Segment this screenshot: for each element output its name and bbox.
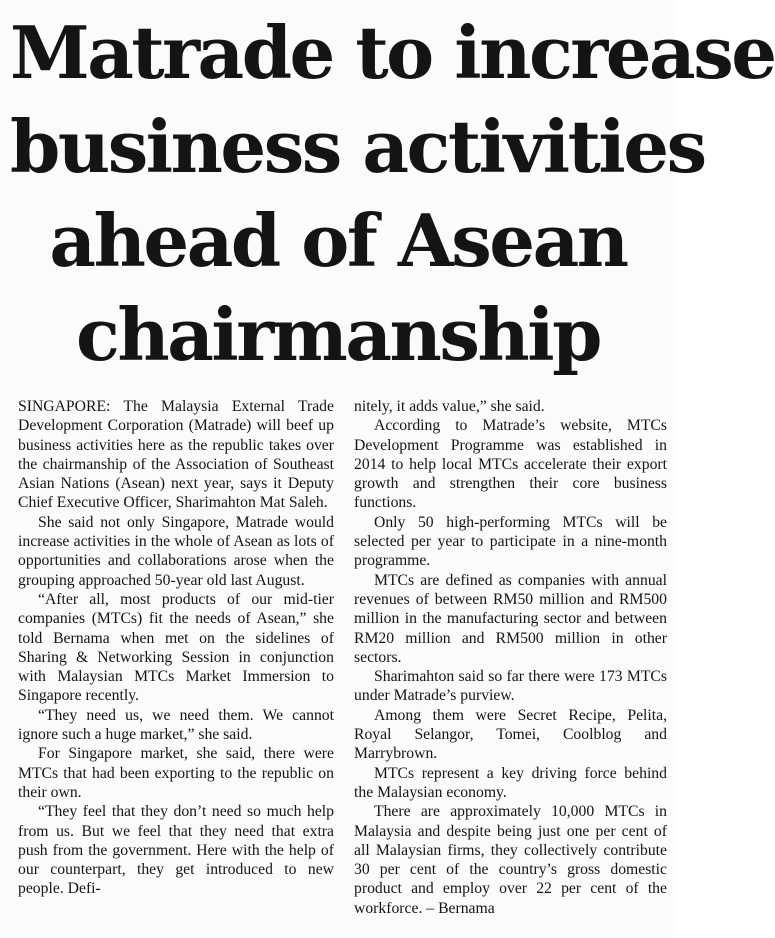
article-paragraph: For Singapore market, she said, there were MTCs that had been exporting to the republic on their own.	[18, 745, 334, 801]
headline-line-1: Matrade to increase	[10, 10, 775, 95]
headline-line-2: business activities	[10, 104, 705, 189]
article-paragraph: SINGAPORE: The Malaysia External Trade Development Corporation (Matrade) will beef up business activities here as the republic takes over the chairmanship of the Association of Southeast Asian Nations (Asean) next year, says it Deputy Chief Executive Officer, Sharimahton Mat Saleh.	[18, 398, 334, 512]
article-paragraph: MTCs represent a key driving force behind the Malaysian economy.	[354, 764, 667, 801]
article-paragraph: There are approximately 10,000 MTCs in Malaysia and despite being just one per cent of all Malaysian firms, they collectively contribute 30 per cent of the country’s gross domestic product and employ over 22 per cent of the workforce. – Bernama	[354, 803, 667, 917]
article-right-column	[354, 397, 667, 918]
article-paragraph: Only 50 high-performing MTCs will be selected per year to participate in a nine-month programme.	[354, 513, 667, 570]
article-paragraph: According to Matrade’s website, MTCs Development Programme was established in 2014 to help local MTCs accelerate their export growth and strengthen their core business functions.	[354, 417, 667, 512]
headline	[10, 6, 775, 382]
headline-line-4: chairmanship	[76, 292, 600, 377]
article-paragraph: Sharimahton said so far there were 173 MTCs under Matrade’s purview.	[354, 668, 667, 705]
article-paragraph: nitely, it adds value,” she said.	[354, 398, 545, 415]
article-paragraph: Among them were Secret Recipe, Pelita, Royal Selangor, Tomei, Coolblog and Marrybrown.	[354, 706, 667, 763]
article-paragraph: She said not only Singapore, Matrade would increase activities in the whole of Asean as lots of opportunities and collaborations arose when the grouping approached 50-year old last August.	[18, 513, 334, 589]
headline-line-3: ahead of Asean	[49, 198, 627, 283]
article-paragraph: “After all, most products of our mid-tier companies (MTCs) fit the needs of Asean,” she told Bernama when met on the sidelines of Sharing & Networking Session in conjunction with Malaysian MTCs Market Immersion to Singapore recently.	[18, 590, 334, 705]
article-paragraph: “They feel that they don’t need so much help from us. But we feel that they need that extra push from the government. Here with the help of our counterpart, they get introduced to new people. Defi-	[18, 803, 334, 898]
article-paragraph: “They need us, we need them. We cannot ignore such a huge market,” she said.	[18, 706, 334, 744]
article-paragraph: MTCs are defined as companies with annual revenues of between RM50 million and RM500 million in the manufacturing sector and between RM20 million and RM500 million in other sectors.	[354, 571, 667, 666]
article-left-column	[18, 397, 334, 899]
